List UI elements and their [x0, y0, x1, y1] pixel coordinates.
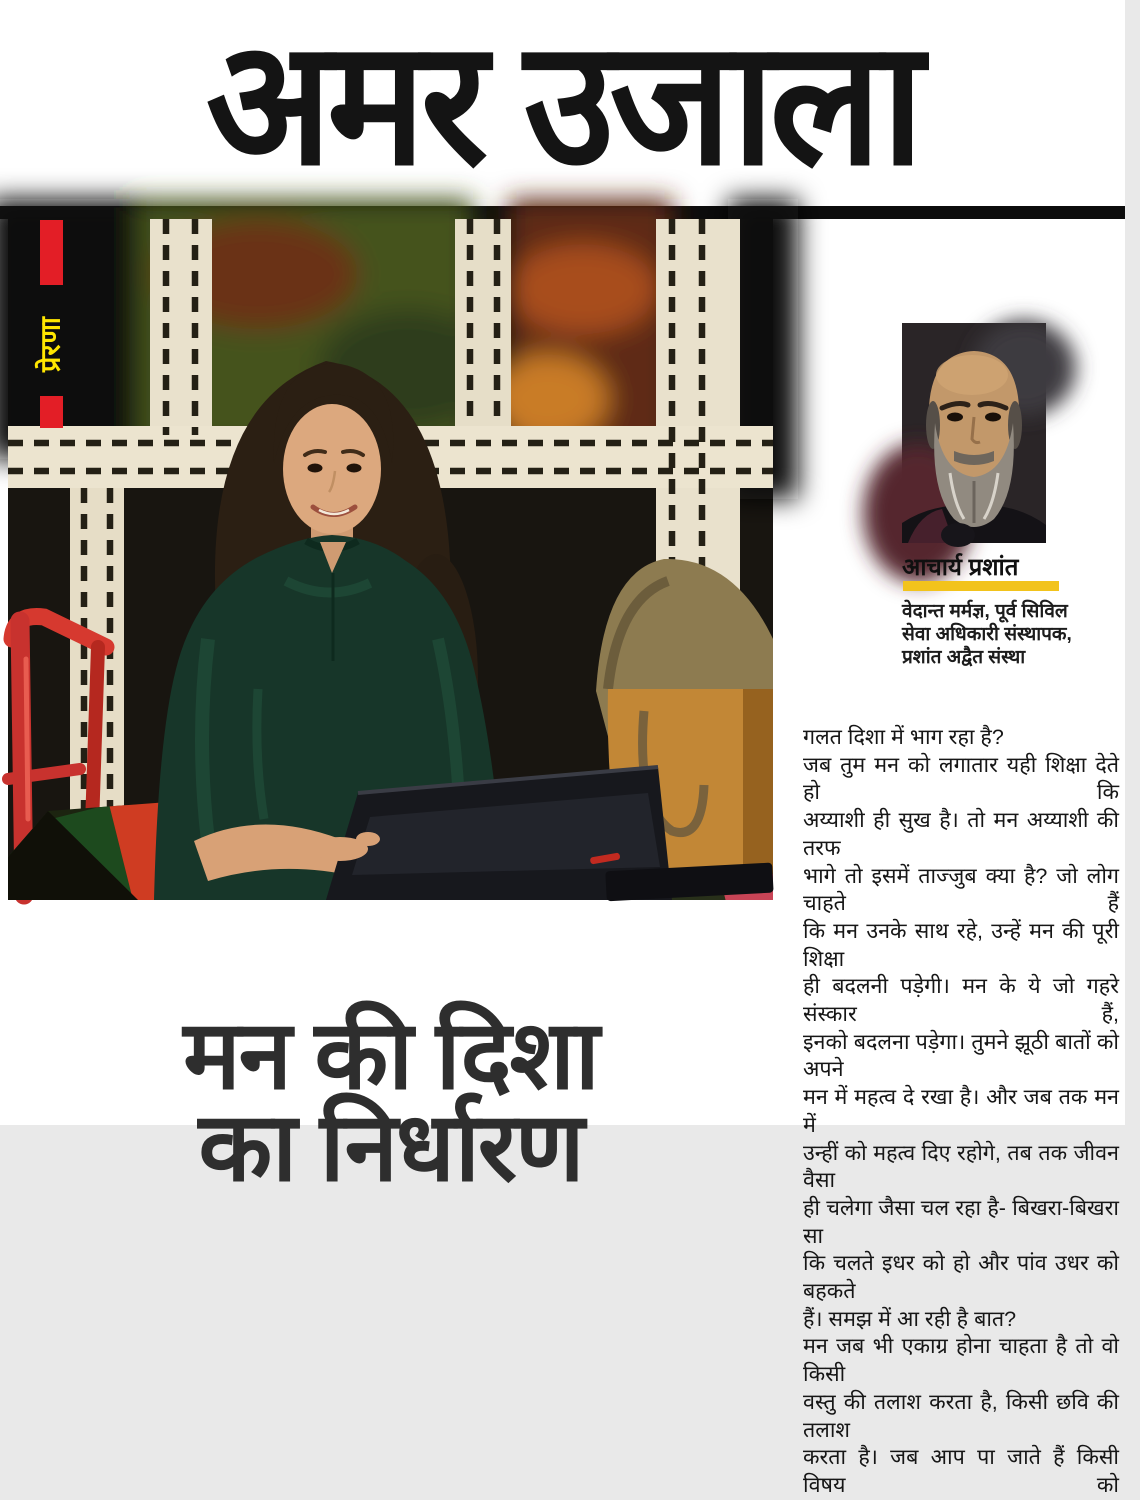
author-bio-line: वेदान्त मर्मज्ञ, पूर्व सिविल: [902, 601, 1068, 622]
headline-line-1: मन की दिशा: [183, 1001, 598, 1109]
body-line: इनको बदलना पड़ेगा। तुमने झूठी बातों को अपने: [803, 1029, 1119, 1082]
main-photo: [8, 219, 773, 900]
section-label: प्रेरणा: [35, 316, 66, 372]
article-body: [803, 724, 1119, 1497]
article-headline: [8, 1001, 773, 1201]
body-line: गलत दिशा में भाग रहा है?: [803, 725, 1004, 749]
body-line: उन्हीं को महत्व दिए रहोगे, तब तक जीवन वैसा: [803, 1140, 1119, 1193]
author-bio-line: प्रशांत अद्वैत संस्था: [902, 647, 1026, 668]
body-line: भागे तो इसमें ताज्जुब क्या है? जो लोग चाहते हैं: [803, 863, 1119, 916]
body-line: अय्याशी ही सुख है। तो मन अय्याशी की तरफ: [803, 808, 1119, 860]
section-red-bar-bottom: [40, 396, 63, 428]
body-line: मन जब भी एकाग्र होना चाहता है तो वो किसी: [803, 1334, 1119, 1387]
author-name-underline: [903, 581, 1059, 591]
body-line: कि चलते इधर को हो और पांव उधर को बहकते: [803, 1251, 1119, 1304]
body-line: हैं। समझ में आ रही है बात?: [803, 1306, 1017, 1331]
body-line: करता है। जब आप पा जाते हैं किसी विषय को: [803, 1445, 1119, 1497]
body-line: ही चलेगा जैसा चल रहा है- बिखरा-बिखरा सा: [803, 1195, 1119, 1248]
body-line: कि मन उनके साथ रहे, उन्हें मन की पूरी शिक्षा: [803, 918, 1119, 971]
headline-line-2: का निर्धारण: [198, 1093, 583, 1201]
author-bio-line: सेवा अधिकारी संस्थापक,: [902, 624, 1072, 645]
body-line: मन में महत्व दे रखा है। और जब तक मन में: [803, 1085, 1119, 1137]
section-red-bar-top: [40, 220, 63, 285]
newspaper-title: अमर उजाला: [205, 5, 920, 200]
author-name: आचार्य प्रशांत: [902, 554, 1019, 581]
masthead: [0, 0, 1125, 206]
main-photo-illustration: [8, 219, 773, 900]
author-photo: [902, 323, 1046, 543]
body-line: ही बदलनी पड़ेगी। मन के ये जो गहरे संस्कार हैं,: [803, 974, 1119, 1027]
section-tag: [8, 219, 88, 449]
author-portrait-illustration: [902, 323, 1046, 543]
body-line: जब तुम मन को लगातार यही शिक्षा देते हो कि: [803, 752, 1119, 805]
body-line: वस्तु की तलाश करता है, किसी छवि की तलाश: [803, 1389, 1119, 1442]
author-bio: [902, 600, 1140, 669]
